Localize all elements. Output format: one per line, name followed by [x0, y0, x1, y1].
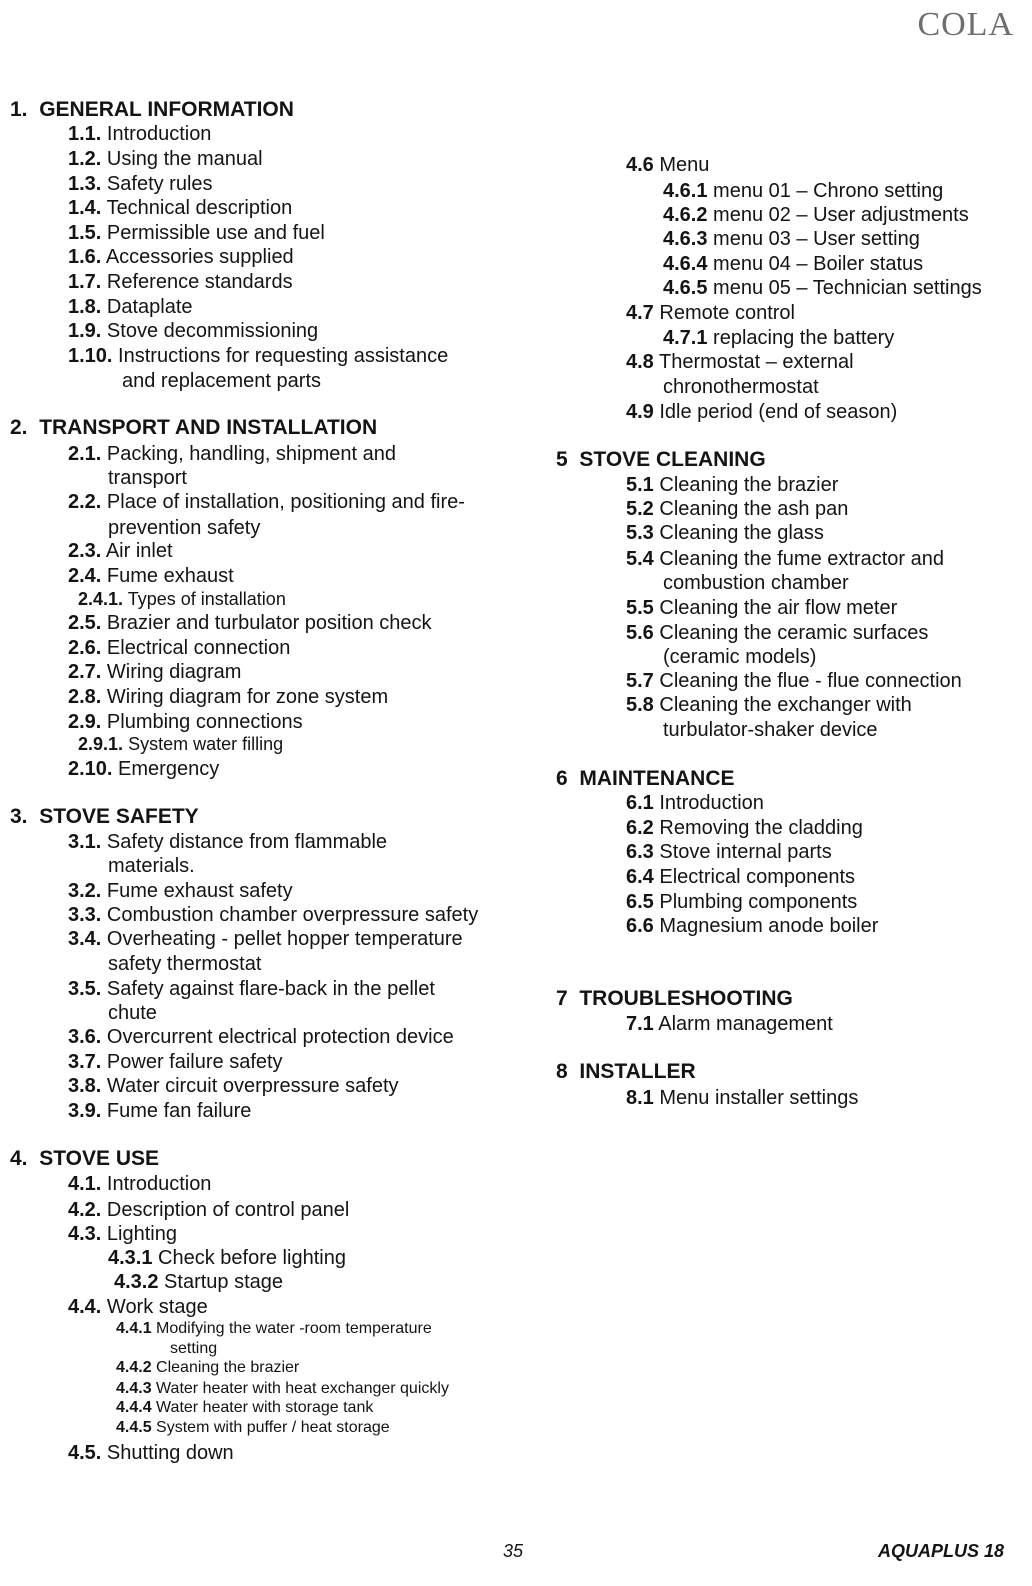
toc-number: 1.8. [68, 296, 102, 318]
toc-entry [68, 1076, 399, 1096]
toc-title: chronothermostat [663, 376, 819, 398]
toc-number: 4.4.1 [116, 1320, 152, 1337]
toc-entry [116, 1321, 432, 1337]
toc-number: 4.6.5 [663, 277, 708, 299]
toc-title: Stove internal parts [659, 841, 832, 863]
toc-number: 3.7. [68, 1051, 102, 1073]
toc-title: STOVE SAFETY [39, 805, 199, 828]
toc-entry [68, 1297, 208, 1317]
toc-entry [116, 1400, 373, 1416]
page-number: 35 [503, 1541, 524, 1561]
toc-number: 4.5. [68, 1442, 102, 1464]
toc-title: Electrical connection [106, 637, 291, 659]
toc-number: 2.4.1. [78, 589, 124, 609]
toc-title: Plumbing components [659, 891, 858, 913]
toc-entry [68, 541, 173, 561]
model-name: AQUAPLUS 18 [877, 1541, 1004, 1561]
toc-title: Packing, handling, shipment and [106, 443, 397, 465]
toc-title: Fume exhaust [106, 565, 234, 587]
toc-title: Water heater with storage tank [156, 1399, 374, 1416]
toc-number: 1.10. [68, 345, 113, 367]
toc-number: 5.7 [626, 670, 654, 692]
toc-number: 4.6.2 [663, 204, 708, 226]
toc-entry [68, 1443, 234, 1463]
toc-title: INSTALLER [579, 1060, 696, 1083]
toc-number: 4.8 [626, 351, 654, 373]
toc-title: MAINTENANCE [579, 767, 735, 790]
toc-number: 8.1 [626, 1087, 654, 1109]
toc-title: Types of installation [127, 589, 286, 609]
toc-title: GENERAL INFORMATION [39, 98, 294, 121]
toc-number: 1.7. [68, 271, 102, 293]
toc-title: Electrical components [659, 866, 856, 888]
toc-title: STOVE USE [39, 1147, 160, 1170]
toc-title: materials. [108, 855, 195, 877]
toc-number: 2.9.1. [78, 734, 124, 754]
toc-number: 4.2. [68, 1199, 102, 1221]
toc-number: 4.6.1 [663, 180, 708, 202]
toc-number: 4.7 [626, 302, 654, 324]
toc-title: Description of control panel [106, 1199, 350, 1221]
toc-entry [626, 867, 855, 887]
toc-entry [68, 346, 448, 366]
toc-entry [68, 1200, 349, 1220]
toc-title: Cleaning the brazier [156, 1359, 300, 1376]
toc-entry [108, 856, 195, 876]
toc-section-heading [556, 988, 793, 1009]
toc-title: Using the manual [106, 148, 263, 170]
toc-title: Lighting [106, 1223, 177, 1245]
toc-entry [626, 818, 863, 838]
toc-entry [78, 590, 286, 608]
toc-number: 3. [10, 805, 28, 828]
toc-section-heading [10, 1148, 159, 1169]
toc-entry [68, 979, 435, 999]
toc-title: Permissible use and fuel [106, 222, 325, 244]
toc-title: Water heater with heat exchanger quickly [156, 1380, 449, 1397]
toc-number: 5.8 [626, 694, 654, 716]
toc-number: 8 [556, 1060, 568, 1083]
toc-title: Overheating - pellet hopper temperature [106, 928, 463, 950]
toc-entry [68, 929, 463, 949]
toc-number: 2. [10, 416, 28, 439]
toc-number: 4.4.4 [116, 1399, 152, 1416]
toc-entry [68, 881, 293, 901]
toc-entry [108, 1248, 346, 1268]
toc-entry [663, 205, 969, 225]
toc-entry [108, 1003, 157, 1023]
toc-entry [626, 892, 857, 912]
toc-title: Remote control [659, 302, 795, 324]
toc-title: menu 03 – User setting [713, 228, 920, 250]
toc-title: STOVE CLEANING [579, 448, 766, 471]
toc-number: 2.3. [68, 540, 102, 562]
toc-entry [68, 712, 303, 732]
toc-title: setting [170, 1340, 218, 1357]
toc-number: 6 [556, 767, 568, 790]
toc-entry [68, 1052, 283, 1072]
toc-title: Cleaning the ash pan [659, 498, 849, 520]
toc-entry [116, 1420, 390, 1436]
toc-entry [68, 124, 211, 144]
toc-entry [68, 198, 292, 218]
toc-entry [626, 842, 832, 862]
toc-entry [68, 1224, 177, 1244]
toc-number: 4.3.1 [108, 1247, 153, 1269]
toc-entry [68, 1027, 454, 1047]
toc-entry [663, 254, 923, 274]
toc-title: Safety against flare-back in the pellet [106, 978, 435, 1000]
toc-number: 4.9 [626, 401, 654, 423]
brand-logo: COLA [917, 6, 1014, 43]
toc-number: 6.5 [626, 891, 654, 913]
toc-number: 1.4. [68, 197, 102, 219]
toc-entry [663, 278, 982, 298]
toc-title: combustion chamber [663, 572, 849, 594]
toc-title: Safety distance from flammable [106, 831, 388, 853]
toc-title: Stove decommissioning [106, 320, 319, 342]
toc-title: Idle period (end of season) [659, 401, 898, 423]
toc-entry [68, 223, 325, 243]
toc-entry [68, 247, 294, 267]
toc-entry [663, 328, 894, 348]
toc-number: 5.1 [626, 474, 654, 496]
toc-title: Air inlet [105, 540, 173, 562]
toc-number: 2.1. [68, 443, 102, 465]
toc-title: Combustion chamber overpressure safety [106, 904, 479, 926]
toc-number: 5.3 [626, 522, 654, 544]
toc-title: Check before lighting [158, 1247, 346, 1269]
toc-title: turbulator-shaker device [663, 719, 878, 741]
toc-title: Menu [659, 154, 710, 176]
toc-entry [663, 720, 878, 740]
toc-title: menu 05 – Technician settings [713, 277, 982, 299]
toc-entry [68, 149, 263, 169]
toc-section-heading [556, 1061, 696, 1082]
toc-number: 6.6 [626, 915, 654, 937]
toc-number: 1. [10, 98, 28, 121]
toc-entry [626, 916, 878, 936]
toc-number: 3.8. [68, 1075, 102, 1097]
toc-entry [122, 371, 321, 391]
toc-title: Cleaning the ceramic surfaces [659, 622, 929, 644]
toc-number: 6.4 [626, 866, 654, 888]
toc-entry [626, 623, 928, 643]
toc-number: 4.7.1 [663, 327, 708, 349]
toc-number: 4.4.3 [116, 1380, 152, 1397]
toc-number: 3.2. [68, 880, 102, 902]
toc-number: 1.1. [68, 123, 102, 145]
toc-section-heading [10, 417, 377, 438]
toc-entry [626, 671, 962, 691]
toc-title: Fume fan failure [106, 1100, 252, 1122]
toc-number: 7.1 [626, 1013, 654, 1035]
toc-entry [114, 1272, 283, 1292]
toc-entry [626, 1088, 858, 1108]
toc-number: 4.3. [68, 1223, 102, 1245]
toc-section-heading [10, 806, 199, 827]
toc-title: Power failure safety [106, 1051, 283, 1073]
toc-title: Cleaning the flue - flue connection [659, 670, 962, 692]
toc-title: menu 01 – Chrono setting [713, 180, 944, 202]
toc-number: 4. [10, 1147, 28, 1170]
toc-entry [68, 1174, 211, 1194]
toc-title: TROUBLESHOOTING [579, 987, 793, 1010]
toc-entry [626, 303, 795, 323]
toc-number: 5.2 [626, 498, 654, 520]
toc-title: Wiring diagram for zone system [106, 686, 389, 708]
toc-section-heading [10, 99, 294, 120]
toc-number: 4.4. [68, 1296, 102, 1318]
toc-entry [116, 1360, 299, 1376]
toc-entry [626, 475, 838, 495]
toc-title: Instructions for requesting assistance [118, 345, 449, 367]
toc-number: 5.4 [626, 548, 654, 570]
toc-number: 3.4. [68, 928, 102, 950]
toc-number: 1.9. [68, 320, 102, 342]
toc-entry [626, 155, 709, 175]
toc-entry [68, 687, 388, 707]
toc-number: 4.6 [626, 154, 654, 176]
toc-entry [68, 321, 318, 341]
toc-entry [68, 662, 241, 682]
toc-entry [116, 1381, 449, 1397]
toc-number: 2.6. [68, 637, 102, 659]
toc-number: 5.6 [626, 622, 654, 644]
toc-entry [68, 832, 387, 852]
toc-title: safety thermostat [108, 953, 262, 975]
toc-entry [108, 518, 260, 538]
toc-entry [170, 1341, 217, 1357]
toc-entry [78, 735, 283, 753]
toc-title: (ceramic models) [663, 646, 817, 668]
toc-title: Fume exhaust safety [106, 880, 293, 902]
toc-title: Wiring diagram [106, 661, 242, 683]
toc-entry [626, 402, 897, 422]
toc-number: 7 [556, 987, 568, 1010]
toc-title: Accessories supplied [105, 246, 294, 268]
toc-title: Cleaning the glass [659, 522, 824, 544]
toc-number: 3.9. [68, 1100, 102, 1122]
toc-entry [626, 598, 897, 618]
toc-number: 6.1 [626, 792, 654, 814]
toc-entry [68, 638, 290, 658]
toc-entry [108, 468, 187, 488]
toc-title: TRANSPORT AND INSTALLATION [39, 416, 378, 439]
toc-title: Brazier and turbulator position check [106, 612, 432, 634]
toc-title: Emergency [118, 758, 220, 780]
toc-title: Reference standards [106, 271, 293, 293]
toc-number: 5 [556, 448, 568, 471]
toc-title: and replacement parts [122, 370, 322, 392]
toc-number: 2.9. [68, 711, 102, 733]
toc-entry [68, 566, 234, 586]
toc-title: Cleaning the exchanger with [659, 694, 912, 716]
toc-number: 6.3 [626, 841, 654, 863]
toc-number: 1.2. [68, 148, 102, 170]
toc-entry [68, 1101, 251, 1121]
toc-entry [626, 499, 848, 519]
toc-entry [663, 647, 816, 667]
toc-number: 3.3. [68, 904, 102, 926]
toc-title: Modifying the water -room temperature [156, 1320, 432, 1337]
toc-title: System with puffer / heat storage [156, 1419, 390, 1436]
toc-number: 2.4. [68, 565, 102, 587]
toc-number: 3.5. [68, 978, 102, 1000]
toc-title: Overcurrent electrical protection device [106, 1026, 454, 1048]
toc-title: Introduction [659, 792, 764, 814]
toc-entry [663, 377, 819, 397]
toc-number: 1.3. [68, 173, 102, 195]
toc-title: Technical description [106, 197, 293, 219]
toc-number: 4.4.2 [116, 1359, 152, 1376]
toc-number: 2.8. [68, 686, 102, 708]
toc-entry [626, 1014, 833, 1034]
toc-entry [663, 229, 920, 249]
toc-entry [68, 492, 465, 512]
toc-number: 2.7. [68, 661, 102, 683]
toc-number: 4.6.3 [663, 228, 708, 250]
toc-entry [68, 174, 213, 194]
toc-entry [626, 695, 912, 715]
toc-title: Cleaning the brazier [659, 474, 839, 496]
toc-title: System water filling [128, 734, 284, 754]
toc-title: Dataplate [106, 296, 193, 318]
toc-title: Menu installer settings [659, 1087, 859, 1109]
toc-entry [626, 793, 764, 813]
toc-entry [663, 181, 943, 201]
toc-entry [68, 444, 396, 464]
toc-entry [68, 297, 193, 317]
toc-title: Shutting down [106, 1442, 234, 1464]
toc-number: 3.1. [68, 831, 102, 853]
toc-entry [626, 352, 854, 372]
toc-title: Thermostat – external [659, 351, 854, 373]
toc-title: Work stage [106, 1296, 208, 1318]
toc-title: replacing the battery [713, 327, 895, 349]
toc-title: Cleaning the fume extractor and [659, 548, 944, 570]
toc-number: 6.2 [626, 817, 654, 839]
toc-title: Plumbing connections [106, 711, 303, 733]
toc-title: prevention safety [108, 517, 261, 539]
toc-section-heading [556, 768, 735, 789]
toc-number: 2.5. [68, 612, 102, 634]
toc-title: Removing the cladding [659, 817, 863, 839]
toc-entry [68, 759, 219, 779]
toc-number: 4.4.5 [116, 1419, 152, 1436]
toc-number: 2.10. [68, 758, 113, 780]
toc-number: 3.6. [68, 1026, 102, 1048]
toc-title: Introduction [106, 1173, 212, 1195]
toc-entry [663, 573, 849, 593]
toc-title: Alarm management [658, 1013, 833, 1035]
toc-title: transport [108, 467, 187, 489]
toc-entry [108, 954, 261, 974]
toc-number: 4.6.4 [663, 253, 708, 275]
toc-number: 1.6. [68, 246, 102, 268]
toc-title: Startup stage [164, 1271, 284, 1293]
toc-entry [68, 613, 432, 633]
toc-title: menu 04 – Boiler status [713, 253, 924, 275]
toc-entry [68, 905, 478, 925]
toc-entry [68, 272, 293, 292]
toc-title: Place of installation, positioning and fire- [106, 491, 465, 513]
toc-title: menu 02 – User adjustments [713, 204, 969, 226]
toc-number: 5.5 [626, 597, 654, 619]
toc-number: 2.2. [68, 491, 102, 513]
toc-number: 4.1. [68, 1173, 102, 1195]
toc-entry [626, 549, 944, 569]
toc-entry [626, 523, 824, 543]
toc-title: chute [108, 1002, 157, 1024]
toc-title: Safety rules [106, 173, 213, 195]
toc-title: Cleaning the air flow meter [659, 597, 898, 619]
toc-title: Water circuit overpressure safety [106, 1075, 399, 1097]
toc-title: Magnesium anode boiler [659, 915, 879, 937]
toc-title: Introduction [106, 123, 212, 145]
toc-number: 1.5. [68, 222, 102, 244]
toc-section-heading [556, 449, 766, 470]
toc-number: 4.3.2 [114, 1271, 159, 1293]
